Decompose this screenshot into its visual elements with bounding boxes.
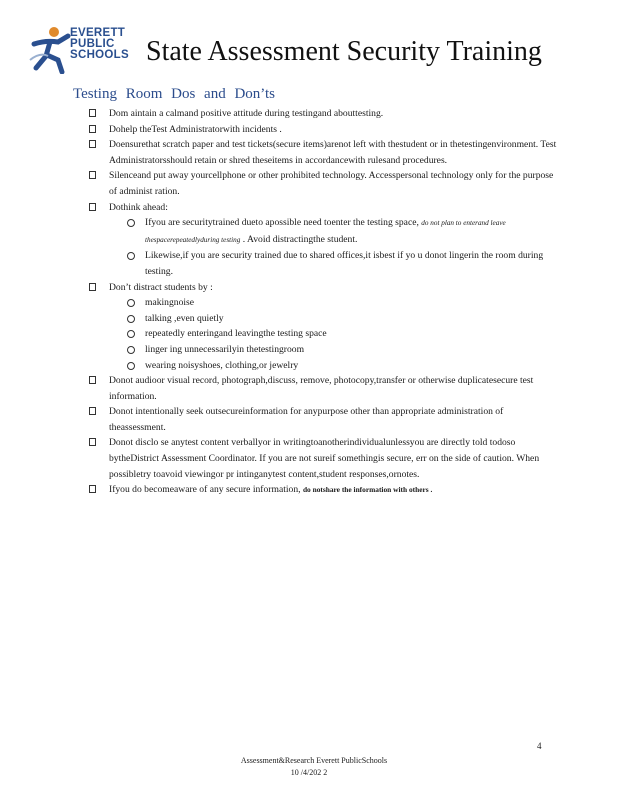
list-item: Ifyou do becomeaware of any secure information, do notshare the information with others . bbox=[0, 482, 618, 498]
circle-bullet-icon bbox=[127, 219, 135, 227]
checkbox-bullet-icon bbox=[89, 109, 96, 117]
checkbox-bullet-icon bbox=[89, 407, 96, 415]
checkbox-bullet-icon bbox=[89, 376, 96, 384]
sub-list-item: Likewise,if you are security trained due to shared offices,it isbest if yo u donot lingerin the room during testing. bbox=[0, 248, 618, 279]
circle-bullet-icon bbox=[127, 315, 135, 323]
checkbox-bullet-icon bbox=[89, 438, 96, 446]
sub-list-item: Ifyou are securitytrained dueto apossible need toenter the testing space, do not plan to enterand leave thespacerepeatedlyduring testing . Avoid distractingthe student. bbox=[0, 215, 618, 248]
circle-bullet-icon bbox=[127, 346, 135, 354]
checkbox-bullet-icon bbox=[89, 140, 96, 148]
logo-text: EVERETT PUBLIC SCHOOLS bbox=[70, 27, 129, 61]
checkbox-bullet-icon bbox=[89, 125, 96, 133]
section-title: Testing Room Dos and Don’ts bbox=[73, 86, 276, 102]
rules-list bbox=[0, 106, 618, 498]
checkbox-bullet-icon bbox=[89, 171, 96, 179]
circle-bullet-icon bbox=[127, 330, 135, 338]
sub-list-item: repeatedly enteringand leavingthe testing space bbox=[0, 326, 618, 342]
list-item: Doensurethat scratch paper and test tickets(secure items)arenot left with thestudent or in thetestingenvironment. Test Administratorsshould retain or shred theseitems in accordancewith rulesand procedures. bbox=[0, 137, 618, 168]
runner-figure-icon bbox=[28, 26, 72, 74]
circle-bullet-icon bbox=[127, 299, 135, 307]
sub-list-item: wearing noisyshoes, clothing,or jewelry bbox=[0, 358, 618, 374]
sub-list-item: linger ing unnecessarilyin thetestingroom bbox=[0, 342, 618, 358]
circle-bullet-icon bbox=[127, 252, 135, 260]
checkbox-bullet-icon bbox=[89, 203, 96, 211]
checkbox-bullet-icon bbox=[89, 283, 96, 291]
list-item: Silenceand put away yourcellphone or other prohibited technology. Accesspersonal technology only for the purpose of administ ration. bbox=[0, 168, 618, 199]
sub-list-item: talking ,even quietly bbox=[0, 311, 618, 327]
footer-org: Assessment&Research Everett PublicSchools bbox=[240, 756, 388, 765]
checkbox-bullet-icon bbox=[89, 485, 96, 493]
list-item: Dom aintain a calmand positive attitude during testingand abouttesting. bbox=[0, 106, 618, 122]
list-item: Don’t distract students by : bbox=[0, 280, 618, 296]
list-item: Dohelp theTest Administratorwith incidents . bbox=[0, 122, 618, 138]
footer-date: 10 /4/202 2 bbox=[290, 768, 328, 777]
page-number: 4 bbox=[537, 741, 542, 751]
page-title: State Assessment Security Training bbox=[146, 36, 542, 67]
list-item: Donot audioor visual record, photograph,discuss, remove, photocopy,transfer or otherwise duplicatesecure test information. bbox=[0, 373, 618, 404]
list-item: Donot intentionally seek outsecureinformation for anypurpose other than appropriate administration of theassessment. bbox=[0, 404, 618, 435]
list-item: Dothink ahead: bbox=[0, 200, 618, 216]
district-logo bbox=[28, 26, 140, 74]
list-item: Donot disclo se anytest content verballyor in writingtoanotherindividualunlessyou are directly told todoso bytheDistrict Assessment Coordinator. If you are not sureif somethingis secure, err on the side of caution. When possibletry toavoid viewingor pr intinganytest content,student responses,ornotes. bbox=[0, 435, 618, 482]
sub-list-item: makingnoise bbox=[0, 295, 618, 311]
circle-bullet-icon bbox=[127, 362, 135, 370]
